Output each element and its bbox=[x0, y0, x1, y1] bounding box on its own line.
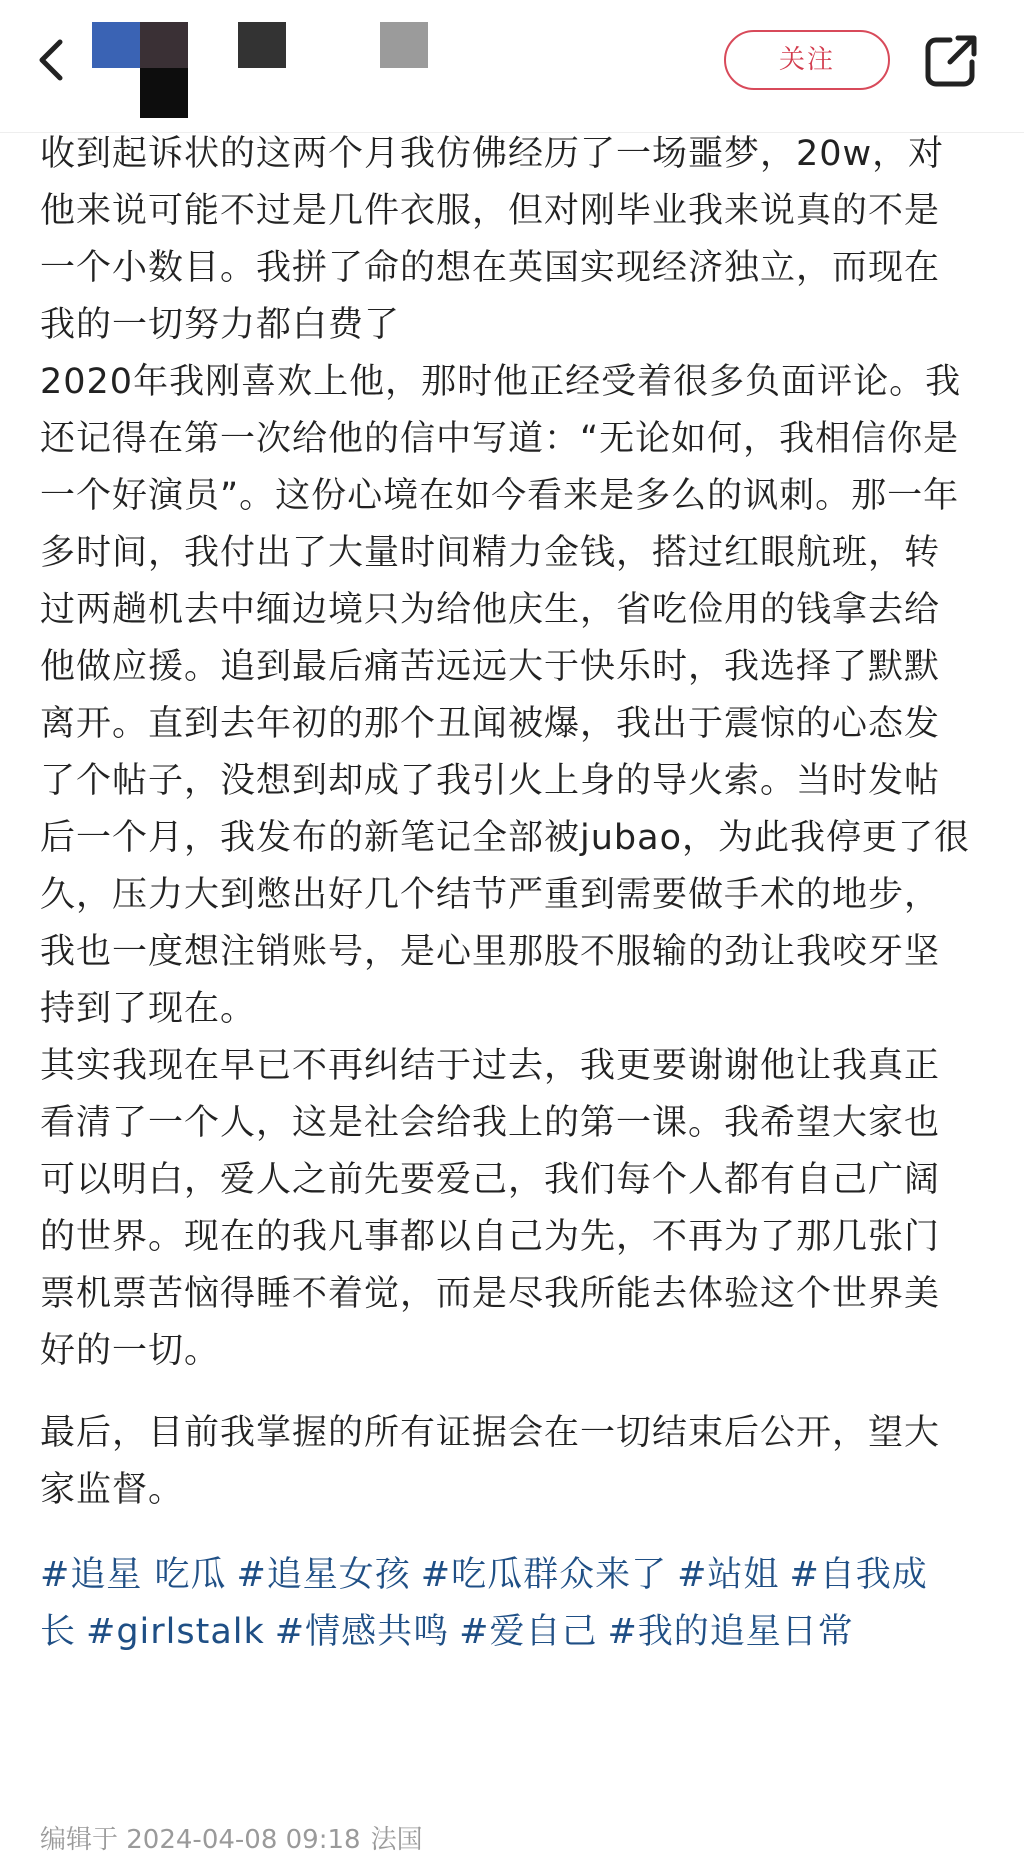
post-meta bbox=[40, 1822, 423, 1858]
hashtag-link[interactable]: #girlstalk bbox=[86, 1612, 265, 1652]
post-paragraph: 收到起诉状的这两个月我仿佛经历了一场噩梦，20w，对他来说可能不过是几件衣服，但对刚毕业我来说真的不是一个小数目。我拼了命的想在英国实现经济独立，而现在我的一切努力都白费了 bbox=[40, 134, 945, 345]
top-bar bbox=[0, 0, 1024, 133]
avatar-mosaic-block bbox=[140, 68, 188, 118]
masked-username-block bbox=[380, 22, 428, 68]
hashtag-link[interactable]: #追星 吃瓜 bbox=[40, 1555, 227, 1595]
hashtag-link[interactable]: #吃瓜群众来了 bbox=[420, 1555, 668, 1595]
avatar-mosaic-block bbox=[92, 68, 140, 94]
avatar[interactable] bbox=[92, 22, 192, 118]
hashtag-link[interactable]: #自我成长 bbox=[40, 1555, 928, 1652]
chevron-left-icon bbox=[30, 28, 80, 92]
masked-username-block bbox=[238, 22, 286, 68]
post-paragraph: 其实我现在早已不再纠结于过去，我更要谢谢他让我真正看清了一个人，这是社会给我上的第一课。我希望大家也可以明白，爱人之前先要爱己，我们每个人都有自己广阔的世界。现在的我凡事都以自己为先，不再为了那几张门票机票苦恼得睡不着觉，而是尽我所能去体验这个世界美好的一切。 bbox=[40, 1046, 941, 1371]
avatar-mosaic-block bbox=[92, 22, 140, 68]
share-button[interactable] bbox=[922, 32, 980, 90]
back-button[interactable] bbox=[30, 28, 80, 92]
follow-button[interactable]: 关注 bbox=[724, 30, 890, 90]
hashtag-link[interactable]: #我的追星日常 bbox=[607, 1612, 854, 1652]
post-location: 法国 bbox=[370, 1825, 423, 1855]
post-paragraph: 最后，目前我掌握的所有证据会在一切结束后公开，望大家监督。 bbox=[40, 1413, 941, 1510]
avatar-mosaic-block bbox=[140, 22, 188, 68]
hashtag-list bbox=[40, 1547, 970, 1661]
hashtag-link[interactable]: #情感共鸣 bbox=[274, 1612, 450, 1652]
hashtag-link[interactable]: #爱自己 bbox=[459, 1612, 598, 1652]
hashtag-link[interactable]: #站姐 bbox=[677, 1555, 780, 1595]
hashtag-link[interactable]: #追星女孩 bbox=[236, 1555, 411, 1595]
post-body bbox=[40, 126, 970, 1661]
share-external-icon bbox=[922, 32, 980, 90]
edit-timestamp: 编辑于 2024-04-08 09:18 bbox=[40, 1825, 361, 1855]
post-paragraph: 2020年我刚喜欢上他，那时他正经受着很多负面评论。我还记得在第一次给他的信中写道：“无论如何，我相信你是一个好演员”。这份心境在如今看来是多么的讽刺。那一年多时间，我付出了大量时间精力金钱，搭过红眼航班，转过两趟机去中缅边境只为给他庆生，省吃俭用的钱拿去给他做应援。追到最后痛苦远远大于快乐时，我选择了默默离开。直到去年初的那个丑闻被爆，我出于震惊的心态发了个帖子，没想到却成了我引火上身的导火索。当时发帖后一个月，我发布的新笔记全部被jubao，为此我停更了很久，压力大到憋出好几个结节严重到需要做手术的地步，我也一度想注销账号，是心里那股不服输的劲让我咬牙坚持到了现在。 bbox=[40, 362, 970, 1029]
